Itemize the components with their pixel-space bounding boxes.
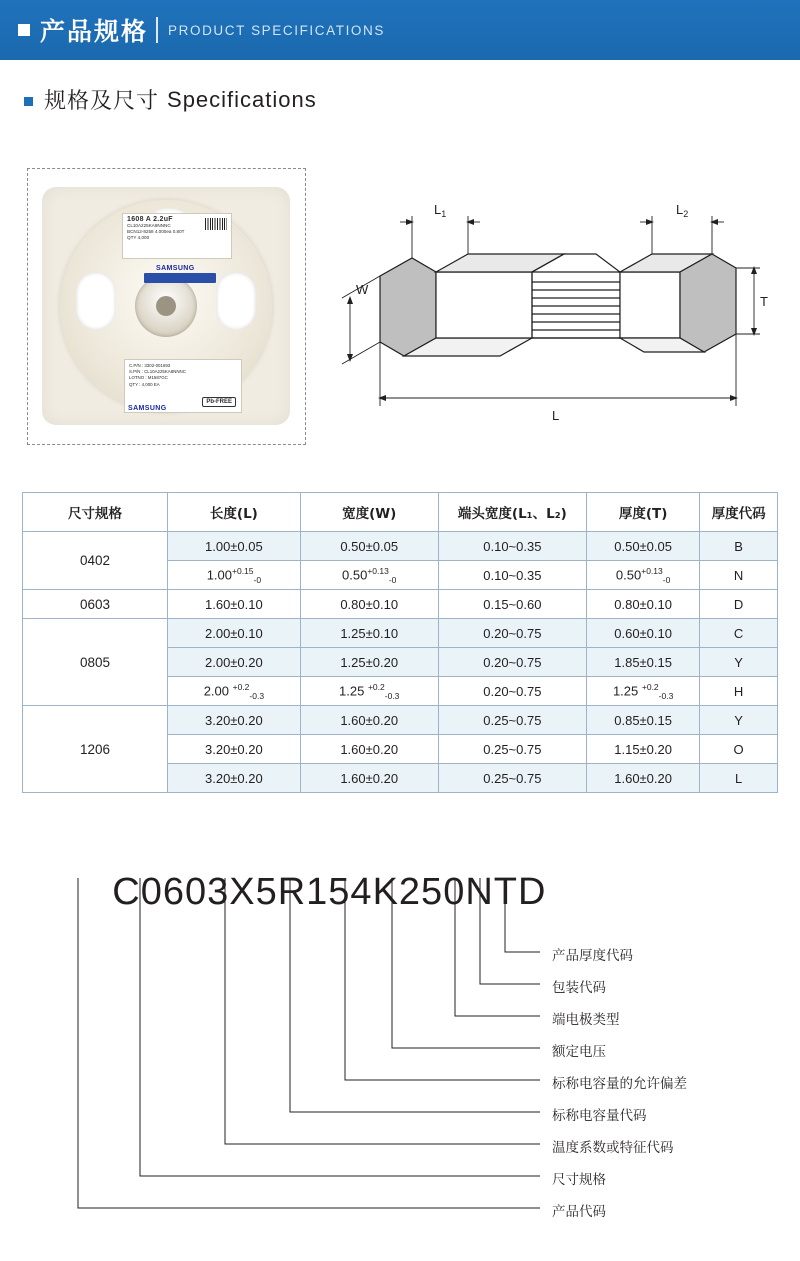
cell-length: 1.60±0.10 bbox=[168, 590, 301, 619]
reel-label-top bbox=[122, 213, 232, 259]
reel-slot bbox=[216, 272, 256, 330]
table-row bbox=[23, 590, 778, 619]
section-title-cn: 规格及尺寸 bbox=[44, 89, 160, 114]
reel-label-top-line3: BCN12-8258 4.000ea 0.80T bbox=[127, 229, 185, 234]
section-square-bullet-icon bbox=[24, 97, 33, 106]
cell-spec: 0805 bbox=[23, 619, 168, 706]
cell-thickness: 0.50±0.05 bbox=[587, 532, 700, 561]
cell-width: 1.25±0.10 bbox=[300, 619, 438, 648]
cell-length: 3.20±0.20 bbox=[168, 735, 301, 764]
cell-thickness: 0.80±0.10 bbox=[587, 590, 700, 619]
col-header-spec: 尺寸规格 bbox=[23, 493, 168, 532]
cell-thickness-code: H bbox=[700, 677, 778, 706]
reel-label-bottom-line4: QTY : 4,000 EA bbox=[129, 381, 160, 387]
cell-terminal-width: 0.25~0.75 bbox=[438, 706, 586, 735]
cell-thickness: 1.60±0.20 bbox=[587, 764, 700, 793]
cell-length: 2.00 $^{+0.2}_{-0.3}$ bbox=[168, 677, 301, 706]
pn-segment-3: 154 bbox=[306, 871, 373, 913]
cell-terminal-width: 0.10~0.35 bbox=[438, 532, 586, 561]
brand-logo-top: SAMSUNG bbox=[156, 265, 195, 272]
drawing-label-L2: $L_2$ bbox=[676, 202, 689, 219]
cell-width: 1.25±0.20 bbox=[300, 648, 438, 677]
cell-thickness-code: Y bbox=[700, 706, 778, 735]
pn-segment-4: K bbox=[372, 871, 399, 913]
cell-width: 1.60±0.20 bbox=[300, 735, 438, 764]
header-square-bullet-icon bbox=[18, 24, 30, 36]
dimension-table bbox=[22, 492, 778, 793]
header-title-cn: 产品规格 bbox=[40, 17, 149, 46]
cell-spec: 0402 bbox=[23, 532, 168, 590]
col-header-thickness: 厚度(T) bbox=[587, 493, 700, 532]
brand-logo-bottom: SAMSUNG bbox=[128, 405, 167, 412]
col-header-thickness-code: 厚度代码 bbox=[700, 493, 778, 532]
table-row bbox=[23, 619, 778, 648]
cell-terminal-width: 0.25~0.75 bbox=[438, 764, 586, 793]
pn-label-capacitance-tolerance: 标称电容量的允许偏差 bbox=[552, 1076, 687, 1092]
reel-label-bottom-line2: S.P/N : CL10A225KA8NNNC bbox=[129, 369, 186, 375]
drawing-label-T: T bbox=[760, 294, 768, 309]
section-title-en: Specifications bbox=[167, 86, 317, 112]
reel-slot bbox=[76, 272, 116, 330]
header-title-en: PRODUCT SPECIFICATIONS bbox=[168, 22, 385, 38]
cell-thickness: 1.85±0.15 bbox=[587, 648, 700, 677]
pn-label-size-spec: 尺寸规格 bbox=[552, 1172, 606, 1188]
cell-thickness-code: L bbox=[700, 764, 778, 793]
cell-thickness-code: D bbox=[700, 590, 778, 619]
cell-terminal-width: 0.25~0.75 bbox=[438, 735, 586, 764]
reel-label-bottom-line1: C.P/N : 3302-001693 bbox=[129, 363, 171, 368]
cell-thickness-code: B bbox=[700, 532, 778, 561]
cell-thickness-code: Y bbox=[700, 648, 778, 677]
cell-terminal-width: 0.15~0.60 bbox=[438, 590, 586, 619]
cell-thickness-code: O bbox=[700, 735, 778, 764]
pn-label-product-code: 产品代码 bbox=[552, 1204, 606, 1220]
cell-thickness-code: N bbox=[700, 561, 778, 590]
product-photo-reel bbox=[36, 177, 297, 436]
col-header-terminal-width: 端头宽度(L₁、L₂) bbox=[438, 493, 586, 532]
cell-spec: 1206 bbox=[23, 706, 168, 793]
cell-thickness-code: C bbox=[700, 619, 778, 648]
cell-thickness: 1.25 $^{+0.2}_{-0.3}$ bbox=[587, 677, 700, 706]
drawing-label-L: L bbox=[552, 408, 560, 423]
drawing-label-W: W bbox=[356, 282, 369, 297]
cell-thickness: 0.85±0.15 bbox=[587, 706, 700, 735]
part-number-decoder bbox=[0, 828, 800, 1248]
pn-segment-5: 250 bbox=[398, 871, 466, 913]
reel-label-top-line2: CL10A225KA8NNNC bbox=[127, 223, 171, 228]
cell-width: 0.80±0.10 bbox=[300, 590, 438, 619]
barcode-icon bbox=[205, 218, 227, 230]
pn-segment-6: N bbox=[465, 871, 494, 913]
pn-label-capacitance-code: 标称电容量代码 bbox=[552, 1108, 647, 1124]
cell-length: $1.00^{+0.15}_{-0}$ bbox=[168, 561, 301, 590]
pn-label-temperature-characteristic: 温度系数或特征代码 bbox=[552, 1140, 674, 1156]
reel-hub bbox=[135, 275, 197, 337]
cell-length: 2.00±0.10 bbox=[168, 619, 301, 648]
cell-width: 1.60±0.20 bbox=[300, 706, 438, 735]
drawing-label-L1: $L_1$ bbox=[434, 202, 447, 219]
cell-width: 0.50±0.05 bbox=[300, 532, 438, 561]
cell-terminal-width: 0.20~0.75 bbox=[438, 648, 586, 677]
header-divider bbox=[156, 17, 158, 43]
section-title bbox=[24, 84, 317, 115]
col-header-length: 长度(L) bbox=[168, 493, 301, 532]
cell-length: 3.20±0.20 bbox=[168, 706, 301, 735]
pn-label-termination-type: 端电极类型 bbox=[552, 1012, 620, 1028]
cell-length: 2.00±0.20 bbox=[168, 648, 301, 677]
cell-width: 1.25 $^{+0.2}_{-0.3}$ bbox=[300, 677, 438, 706]
cell-thickness: 1.15±0.20 bbox=[587, 735, 700, 764]
product-photo-frame bbox=[27, 168, 306, 445]
cell-width: 1.60±0.20 bbox=[300, 764, 438, 793]
cell-length: 1.00±0.05 bbox=[168, 532, 301, 561]
pn-label-rated-voltage: 额定电压 bbox=[552, 1044, 606, 1060]
cell-length: 3.20±0.20 bbox=[168, 764, 301, 793]
table-row bbox=[23, 706, 778, 735]
cell-thickness: 0.60±0.10 bbox=[587, 619, 700, 648]
pn-label-packaging-code: 包装代码 bbox=[552, 980, 606, 996]
cell-thickness: $0.50^{+0.13}_{-0}$ bbox=[587, 561, 700, 590]
pn-segment-7: T bbox=[493, 871, 518, 913]
pn-label-thickness-code: 产品厚度代码 bbox=[552, 948, 633, 964]
table-row bbox=[23, 532, 778, 561]
cell-terminal-width: 0.20~0.75 bbox=[438, 619, 586, 648]
reel-blue-strip bbox=[144, 273, 216, 283]
pb-free-badge: Pb-FREE bbox=[202, 397, 236, 407]
capacitor-dimension-drawing bbox=[320, 186, 775, 431]
cell-spec: 0603 bbox=[23, 590, 168, 619]
reel-label-top-line4: QTY 4,000 bbox=[127, 235, 150, 240]
col-header-width: 宽度(W) bbox=[300, 493, 438, 532]
reel-label-bottom-line3: LOTNO : M1587GC bbox=[129, 375, 168, 381]
cell-terminal-width: 0.20~0.75 bbox=[438, 677, 586, 706]
pn-segment-2: X5R bbox=[229, 871, 307, 913]
page-header-banner bbox=[0, 0, 800, 60]
pn-segment-0: C bbox=[112, 871, 141, 913]
pn-segment-8: D bbox=[518, 871, 547, 913]
cell-width: $0.50^{+0.13}_{-0}$ bbox=[300, 561, 438, 590]
cell-terminal-width: 0.10~0.35 bbox=[438, 561, 586, 590]
reel-label-top-line1: 1608 A 2.2uF bbox=[127, 216, 173, 223]
table-header-row bbox=[23, 493, 778, 532]
pn-segment-1: 0603 bbox=[140, 871, 230, 913]
